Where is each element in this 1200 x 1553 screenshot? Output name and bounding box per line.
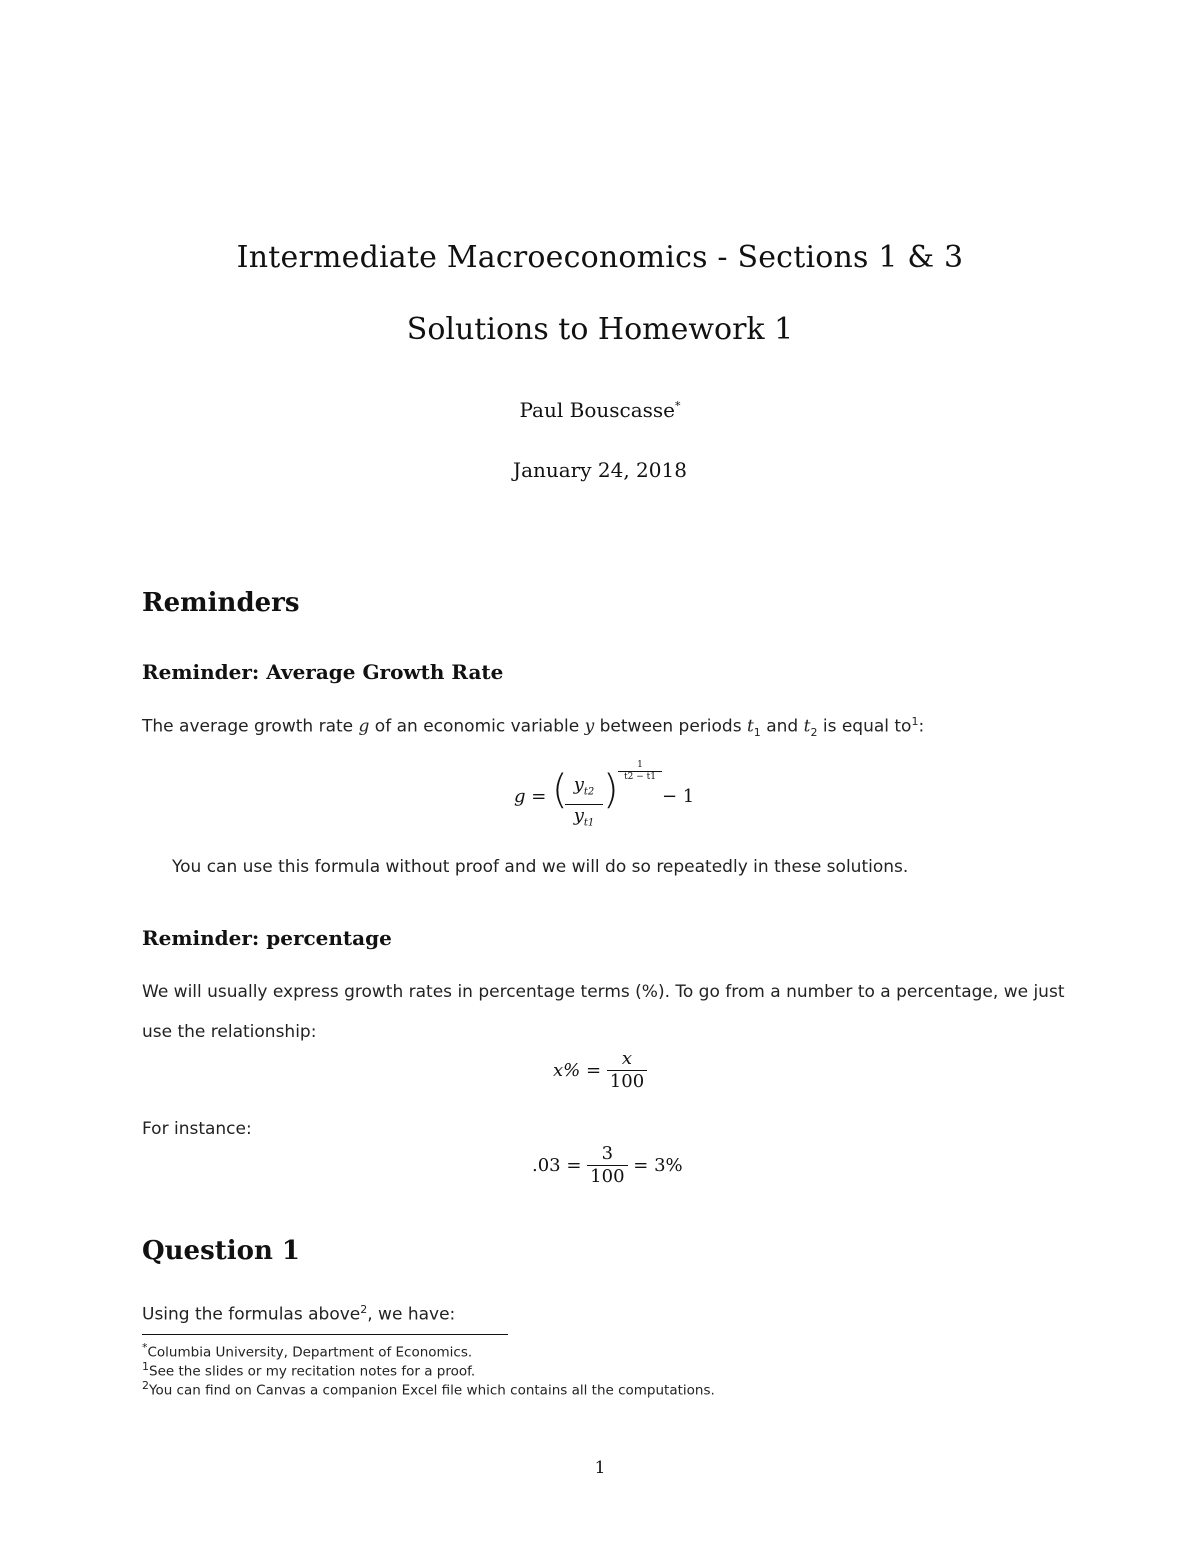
frac-den-sub: t1	[583, 817, 595, 829]
footnote-text: You can find on Canvas a companion Excel file which contains all the computations.	[149, 1382, 715, 1399]
pct-num: x	[621, 1048, 633, 1069]
footnote-mark: *	[142, 1341, 148, 1354]
formula-exponent	[618, 760, 662, 783]
percentage-line-2: use the relationship:	[142, 1022, 317, 1042]
example-den: 100	[590, 1166, 625, 1187]
footnote-ref-1: 1	[911, 715, 919, 728]
question-1-text-part: Using the formulas above	[142, 1304, 361, 1325]
left-paren: (	[552, 767, 568, 813]
footnote-mark: 1	[142, 1360, 149, 1373]
formula-lhs: g =	[514, 786, 547, 807]
frac-num-sub: t2	[583, 786, 595, 798]
var-t1-sub: 1	[753, 726, 761, 740]
example-rhs: = 3%	[633, 1155, 683, 1176]
var-y: y	[584, 716, 595, 737]
pct-lhs: x% =	[553, 1060, 602, 1081]
pct-fraction	[607, 1048, 647, 1093]
document-date: January 24, 2018	[513, 458, 687, 482]
subsection-heading-percentage: Reminder: percentage	[142, 926, 392, 950]
footnote-mark: 2	[142, 1379, 149, 1392]
page-number: 1	[594, 1458, 606, 1478]
growth-intro-text: is equal to	[817, 716, 912, 737]
growth-intro-text: between periods	[594, 716, 747, 737]
percentage-line-1: We will usually express growth rates in percentage terms (%). To go from a number to a percentage, we just	[142, 982, 1065, 1002]
exponent-num: 1	[618, 760, 662, 772]
growth-intro-text: of an economic variable	[369, 716, 585, 737]
growth-intro-text: :	[918, 716, 925, 737]
example-lhs: .03 =	[532, 1155, 582, 1176]
formula-rhs: − 1	[662, 786, 695, 807]
var-t1: t	[746, 716, 754, 737]
right-paren: )	[603, 767, 619, 813]
example-fraction	[587, 1143, 627, 1188]
author	[0, 398, 1200, 422]
growth-note: You can use this formula without proof and we will do so repeatedly in these solutions.	[172, 857, 909, 877]
growth-intro-text: The average growth rate	[142, 716, 359, 737]
var-t2-sub: 2	[810, 726, 818, 740]
formula-fraction	[565, 774, 603, 834]
footnote-text: See the slides or my recitation notes for a proof.	[149, 1363, 476, 1380]
document-title: Intermediate Macroeconomics - Sections 1 & 3	[236, 240, 964, 275]
footnote-rule	[142, 1334, 508, 1335]
example-num: 3	[587, 1143, 627, 1166]
percentage-formula	[553, 1048, 647, 1093]
question-1-text	[142, 1303, 455, 1325]
section-heading-question-1: Question 1	[142, 1236, 301, 1266]
author-footnote-mark: *	[675, 399, 681, 413]
section-heading-reminders: Reminders	[142, 588, 300, 618]
subsection-heading-growth: Reminder: Average Growth Rate	[142, 660, 504, 684]
footnote-affiliation	[142, 1341, 472, 1361]
question-1-text-part: , we have:	[367, 1304, 456, 1325]
instance-label: For instance:	[142, 1119, 252, 1139]
footnote-2	[142, 1379, 715, 1399]
author-name: Paul Bouscasse	[519, 398, 675, 422]
frac-num-y: y	[573, 774, 584, 795]
growth-intro-text: and	[760, 716, 804, 737]
frac-den-y: y	[573, 804, 584, 826]
footnote-1	[142, 1360, 475, 1380]
var-g: g	[358, 716, 370, 737]
footnote-text: Columbia University, Department of Economics.	[147, 1344, 473, 1361]
footnote-ref-2: 2	[360, 1303, 368, 1316]
percentage-example	[532, 1143, 683, 1188]
exponent-den: t2 − t1	[624, 772, 656, 782]
growth-rate-formula	[510, 760, 710, 830]
pct-den: 100	[609, 1071, 645, 1092]
var-t2: t	[803, 716, 811, 737]
growth-intro-paragraph	[142, 715, 924, 739]
document-subtitle: Solutions to Homework 1	[406, 312, 794, 347]
